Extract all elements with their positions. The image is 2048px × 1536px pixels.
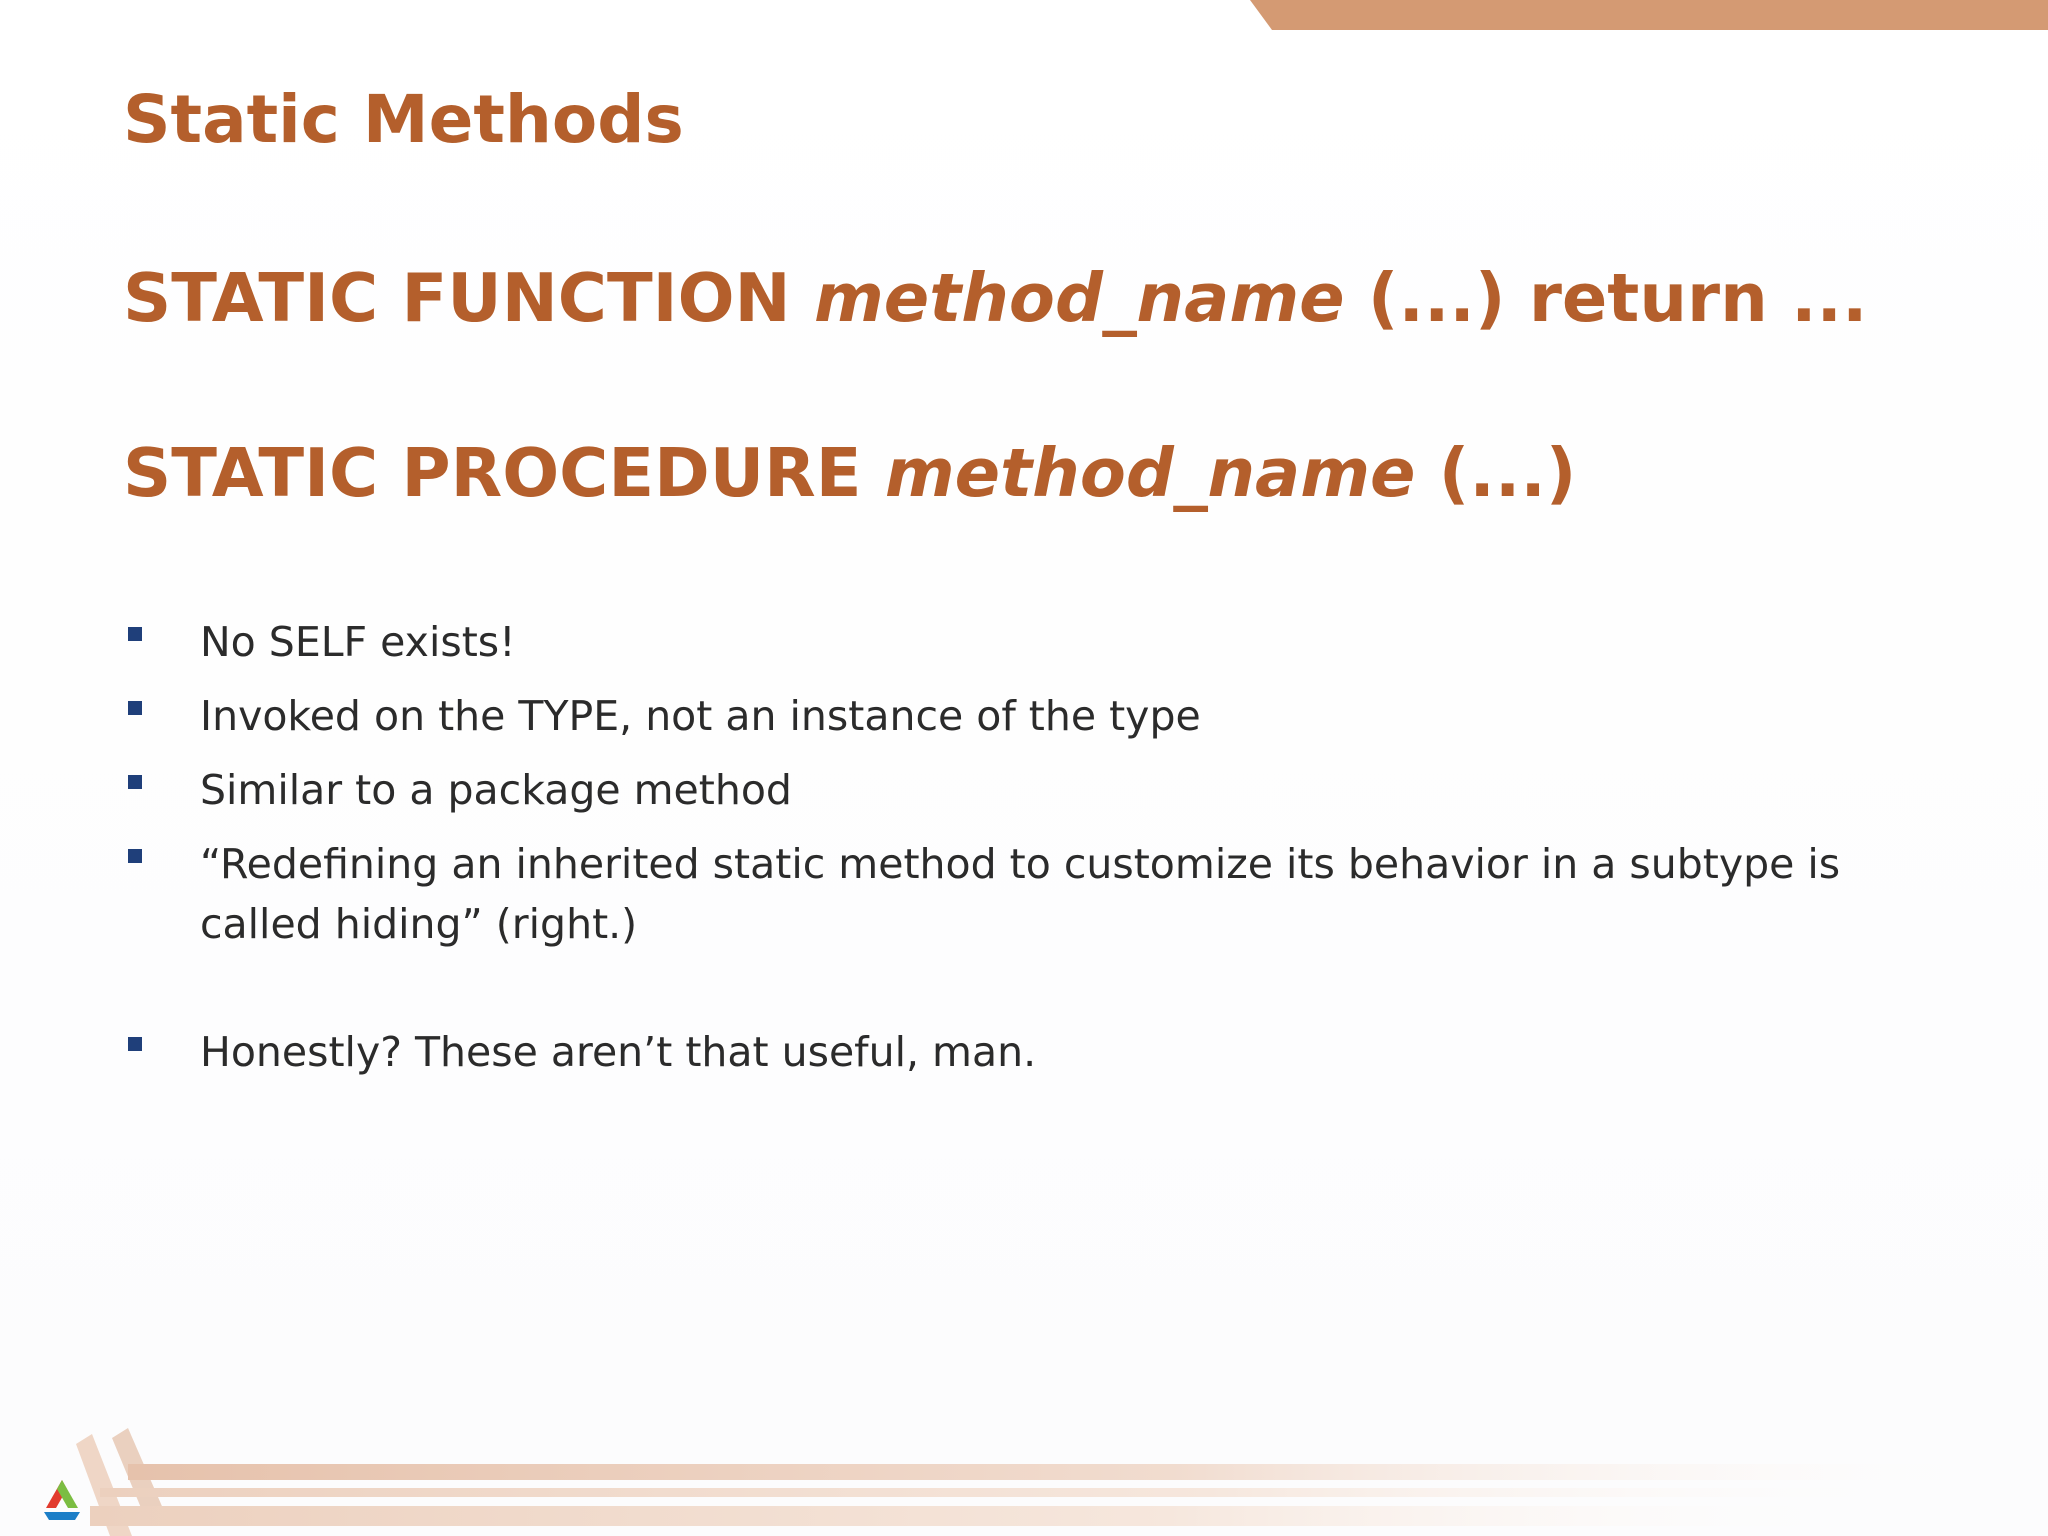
bullet-square-icon [128,701,142,715]
bullet-item [125,612,1925,672]
top-accent-band [0,0,2048,40]
bullet-square-icon [128,849,142,863]
signature-keyword: STATIC FUNCTION [123,259,814,337]
bullet-text: No SELF exists! [200,618,516,666]
signature-keyword: STATIC PROCEDURE [123,434,885,512]
signature-params: (...) return ... [1344,259,1868,337]
bullet-square-icon [128,627,142,641]
bullet-text: Invoked on the TYPE, not an instance of the type [200,692,1201,740]
signature-method-name: method_name [884,434,1416,512]
bullet-text: “Redefining an inherited static method to customize its behavior in a subtype is called hiding” (right.) [200,840,1841,948]
signature-method-name: method_name [813,259,1345,337]
bullet-item [125,1022,1925,1082]
bullet-text: Honestly? These aren’t that useful, man. [200,1028,1037,1076]
signature-params: (...) [1415,434,1577,512]
bullet-item [125,834,1925,954]
bullet-square-icon [128,775,142,789]
bullet-text: Similar to a package method [200,766,792,814]
tricolor-triangle-logo [44,1480,80,1520]
bullet-list [125,612,1925,1096]
slide-title: Static Methods [123,81,684,158]
bullet-item [125,686,1925,746]
bullet-item [125,760,1925,820]
static-procedure-signature [123,425,1576,521]
static-function-signature [123,250,1867,346]
footer-decoration [0,1410,2048,1536]
bullet-square-icon [128,1037,142,1051]
